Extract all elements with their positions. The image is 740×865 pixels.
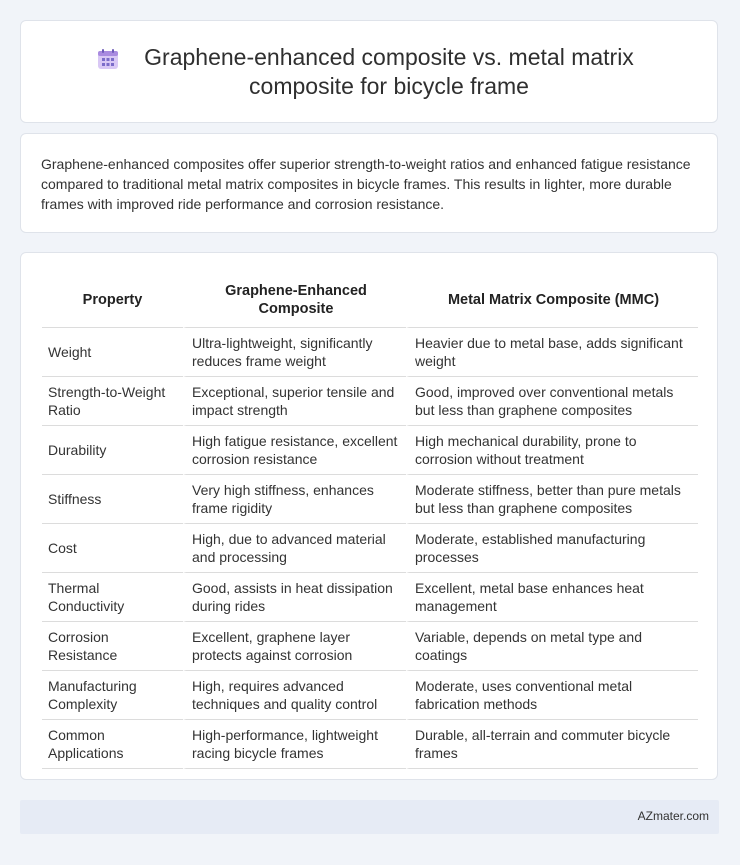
cell-mmc: Moderate, established manufacturing processes [406, 524, 698, 573]
cell-mmc: Moderate stiffness, better than pure metals but less than graphene composites [406, 475, 698, 524]
cell-property: Stiffness [42, 475, 183, 524]
cell-graphene: Ultra-lightweight, significantly reduces frame weight [183, 328, 406, 377]
cell-mmc: Moderate, uses conventional metal fabrication methods [406, 671, 698, 720]
cell-property: Strength-to-Weight Ratio [42, 377, 183, 426]
cell-graphene: High, requires advanced techniques and quality control [183, 671, 406, 720]
table-row [42, 475, 698, 524]
cell-mmc: Good, improved over conventional metals but less than graphene composites [406, 377, 698, 426]
cell-mmc: Variable, depends on metal type and coatings [406, 622, 698, 671]
cell-graphene: Excellent, graphene layer protects against corrosion [183, 622, 406, 671]
comparison-card [20, 252, 718, 780]
header-mmc: Metal Matrix Composite (MMC) [406, 273, 698, 328]
table-row [42, 720, 698, 769]
cell-property: Weight [42, 328, 183, 377]
cell-mmc: Excellent, metal base enhances heat management [406, 573, 698, 622]
table-row [42, 671, 698, 720]
cell-graphene: Very high stiffness, enhances frame rigidity [183, 475, 406, 524]
table-row [42, 377, 698, 426]
cell-property: Corrosion Resistance [42, 622, 183, 671]
table-row [42, 328, 698, 377]
table-row [42, 573, 698, 622]
summary-card [20, 133, 718, 233]
cell-graphene: High, due to advanced material and processing [183, 524, 406, 573]
cell-graphene: High-performance, lightweight racing bicycle frames [183, 720, 406, 769]
summary-text: Graphene-enhanced composites offer superior strength-to-weight ratios and enhanced fatigue resistance compared to traditional metal matrix composites in bicycle frames. This results in lighter, more durable frames with improved ride performance and corrosion resistance. [41, 156, 691, 212]
table-row [42, 524, 698, 573]
cell-property: Manufacturing Complexity [42, 671, 183, 720]
comparison-table [42, 273, 698, 769]
cell-property: Durability [42, 426, 183, 475]
cell-property: Cost [42, 524, 183, 573]
table-row [42, 426, 698, 475]
page-title: Graphene-enhanced composite vs. metal matrix composite for bicycle frame [144, 44, 634, 99]
cell-mmc: Durable, all-terrain and commuter bicycle frames [406, 720, 698, 769]
cell-mmc: High mechanical durability, prone to corrosion without treatment [406, 426, 698, 475]
table-row [42, 622, 698, 671]
footer [20, 800, 719, 834]
table-header-row [42, 273, 698, 328]
footer-brand: AZmater.com [637, 809, 709, 823]
cell-property: Thermal Conductivity [42, 573, 183, 622]
cell-mmc: Heavier due to metal base, adds significant weight [406, 328, 698, 377]
cell-graphene: Exceptional, superior tensile and impact strength [183, 377, 406, 426]
cell-property: Common Applications [42, 720, 183, 769]
header-graphene: Graphene-Enhanced Composite [183, 273, 406, 328]
title-card [20, 20, 718, 123]
cell-graphene: Good, assists in heat dissipation during rides [183, 573, 406, 622]
header-property: Property [42, 273, 183, 328]
cell-graphene: High fatigue resistance, excellent corrosion resistance [183, 426, 406, 475]
